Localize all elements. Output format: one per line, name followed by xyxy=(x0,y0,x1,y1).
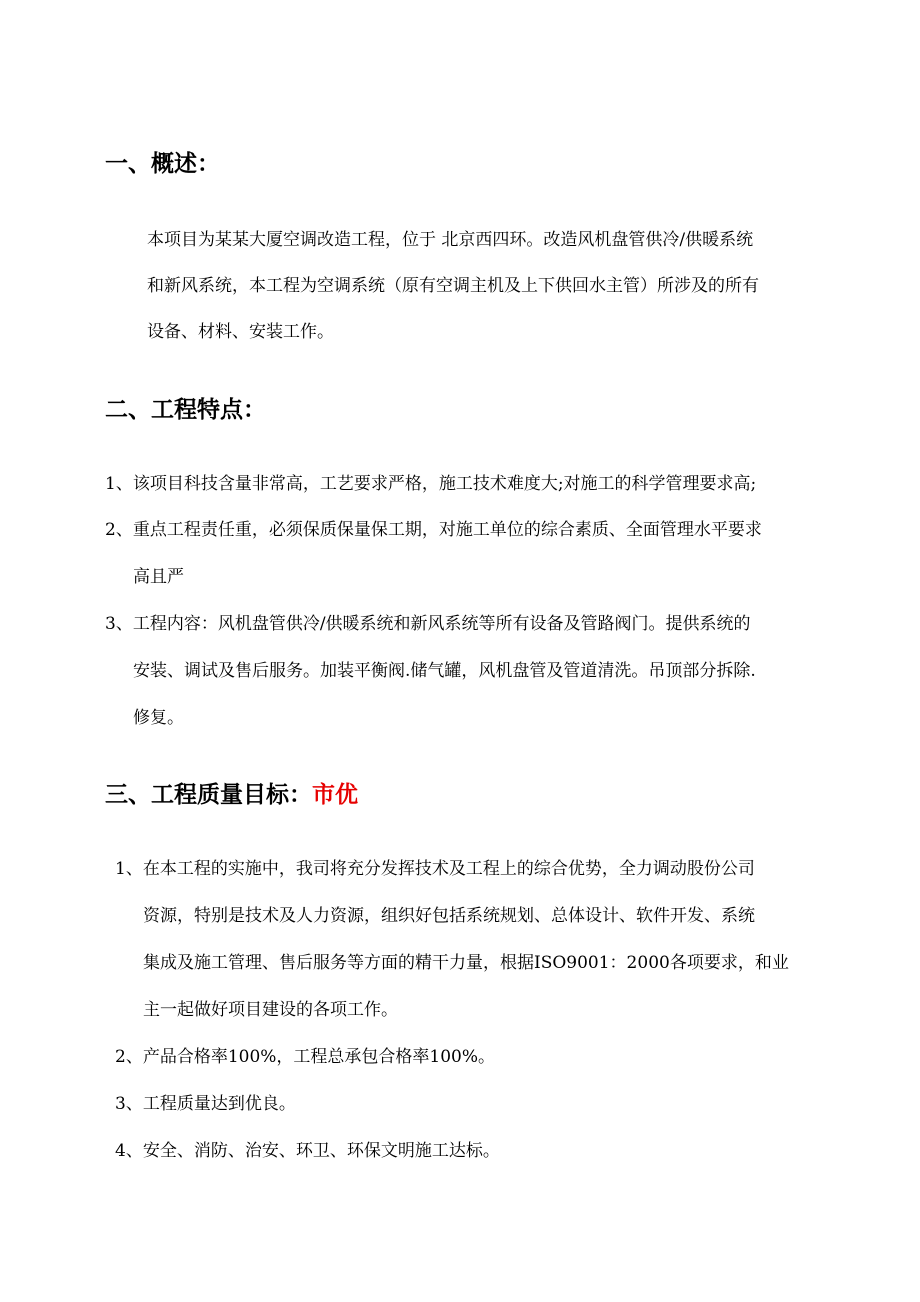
item-text: 产品合格率100%，工程总承包合格率100%。 xyxy=(142,1047,496,1067)
section-1-heading: 一、概述： xyxy=(105,151,220,177)
section-2-item-1 xyxy=(105,472,756,496)
item-text: 在本工程的实施中，我司将充分发挥技术及工程上的综合优势，全力调动股份公司 xyxy=(142,859,755,879)
section-3-item-1-cont-2: 集成及施工管理、售后服务等方面的精干力量，根据ISO9001：2000各项要求，和业 xyxy=(143,953,789,973)
item-number: 2、 xyxy=(105,520,133,540)
section-1-line-3: 设备、材料、安装工作。 xyxy=(147,322,334,342)
section-3-item-1-cont-3: 主一起做好项目建设的各项工作。 xyxy=(143,1000,398,1020)
item-text: 重点工程责任重，必须保质保量保工期，对施工单位的综合素质、全面管理水平要求 xyxy=(132,520,762,540)
quality-target-value: 市优 xyxy=(312,782,358,808)
section-1-line-2: 和新风系统，本工程为空调系统（原有空调主机及上下供回水主管）所涉及的所有 xyxy=(147,276,759,296)
section-3-item-2 xyxy=(115,1045,495,1069)
item-text: 该项目科技含量非常高，工艺要求严格，施工技术难度大;对施工的科学管理要求高; xyxy=(132,474,757,494)
section-2-item-3-cont-1: 安装、调试及售后服务。加装平衡阀.储气罐，风机盘管及管道清洗。吊顶部分拆除. xyxy=(133,661,756,681)
item-number: 4、 xyxy=(115,1141,143,1161)
section-3-item-1 xyxy=(115,857,755,881)
section-3-heading-text: 三、工程质量目标： xyxy=(105,782,312,808)
section-2-item-3 xyxy=(105,612,751,636)
item-number: 1、 xyxy=(115,859,143,879)
section-3-item-4 xyxy=(115,1139,500,1163)
item-number: 3、 xyxy=(115,1094,143,1114)
section-2-heading: 二、工程特点： xyxy=(105,397,266,423)
item-text: 安全、消防、治安、环卫、环保文明施工达标。 xyxy=(142,1141,500,1161)
section-1-line-1: 本项目为某某大厦空调改造工程，位于 北京西四环。改造风机盘管供冷/供暖系统 xyxy=(147,230,754,250)
section-2-item-3-cont-2: 修复。 xyxy=(133,708,184,728)
section-2-item-2 xyxy=(105,518,762,542)
item-number: 1、 xyxy=(105,474,133,494)
item-text: 工程内容：风机盘管供冷/供暖系统和新风系统等所有设备及管路阀门。提供系统的 xyxy=(132,614,751,634)
item-number: 3、 xyxy=(105,614,133,634)
section-3-item-1-cont-1: 资源，特别是技术及人力资源，组织好包括系统规划、总体设计、软件开发、系统 xyxy=(143,906,755,926)
item-number: 2、 xyxy=(115,1047,143,1067)
section-2-item-2-cont: 高且严 xyxy=(133,567,184,587)
section-3-item-3 xyxy=(115,1092,296,1116)
section-3-heading xyxy=(105,780,358,810)
item-text: 工程质量达到优良。 xyxy=(142,1094,296,1114)
